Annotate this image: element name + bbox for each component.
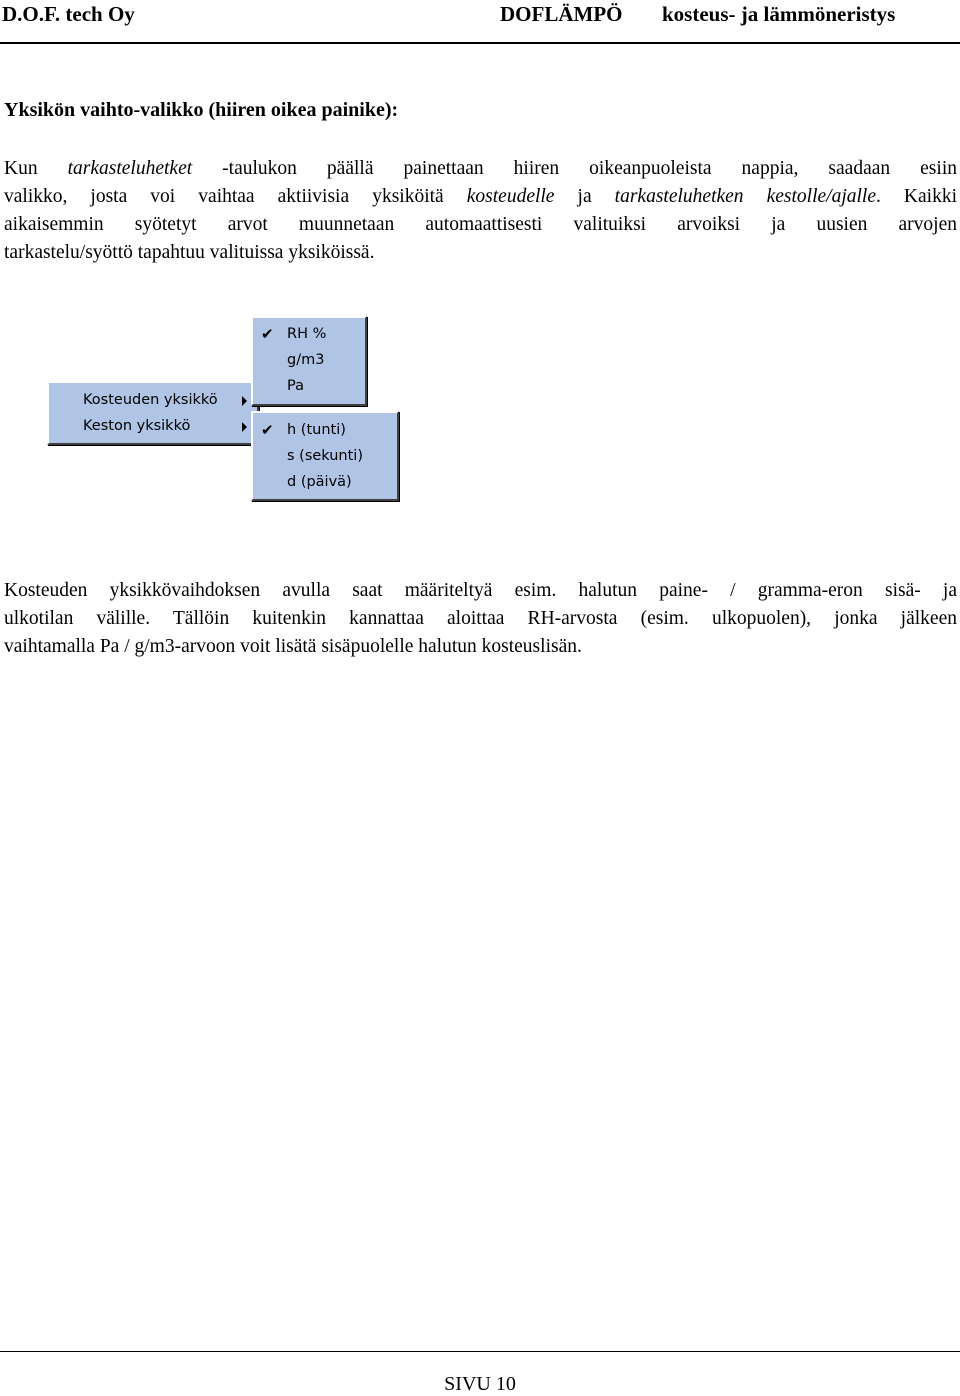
submenu-arrow-icon <box>242 422 247 432</box>
paragraph-line <box>4 155 957 183</box>
text-run: . Kaikki <box>876 186 958 207</box>
menu-item-rh-percent[interactable] <box>253 321 365 347</box>
menu-item-seconds[interactable] <box>253 443 397 469</box>
menu-item-days[interactable] <box>253 469 397 495</box>
text-run: -taulukon päällä painettaan hiiren oikeanpuoleista nappia, saadaan esiin <box>192 158 957 179</box>
menu-item-label: h (tunti) <box>287 422 346 438</box>
paragraph-line: vaihtamalla Pa / g/m3-arvoon voit lisätä sisäpuolelle halutun kosteuslisän. <box>4 636 582 657</box>
menu-item-label: d (päivä) <box>287 474 352 490</box>
footer-divider <box>0 1351 960 1352</box>
product-name: DOFLÄMPÖ <box>500 2 623 26</box>
header-subtitle: kosteus- ja lämmöneristys <box>662 2 896 26</box>
text-run: valikko, josta voi vaihtaa aktiivisia yksiköitä <box>4 186 467 207</box>
menu-item-label: Kosteuden yksikkö <box>83 392 218 408</box>
menu-item-label: Pa <box>287 378 304 394</box>
text-run: Kun <box>4 158 68 179</box>
table-name-italic: tarkasteluhetket <box>67 158 193 179</box>
submenu-arrow-icon <box>242 396 247 406</box>
text-run: ja <box>554 186 615 207</box>
menu-item-label: Keston yksikkö <box>83 418 191 434</box>
header-divider <box>0 42 960 44</box>
humidity-term-italic: kosteudelle <box>466 186 555 207</box>
menu-item-humidity-unit[interactable] <box>49 387 257 413</box>
menu-item-g-m3[interactable] <box>253 347 365 373</box>
menu-item-pa[interactable] <box>253 373 365 399</box>
section-title: Yksikön vaihto-valikko (hiiren oikea painike): <box>4 99 399 121</box>
unit-context-menu <box>47 381 259 445</box>
humidity-unit-paragraph <box>4 577 957 661</box>
paragraph-line: aikaisemmin syötetyt arvot muunnetaan automaattisesti valituiksi arvoiksi ja uusien arvojen <box>4 214 957 235</box>
checkmark-icon: ✔ <box>261 325 274 343</box>
menu-item-label: RH % <box>287 326 327 342</box>
intro-paragraph <box>4 155 957 267</box>
company-name: D.O.F. tech Oy <box>2 2 135 26</box>
paragraph-line: ulkotilan välille. Tällöin kuitenkin kannattaa aloittaa RH-arvosta (esim. ulkopuolen), jonka jälkeen <box>4 608 957 629</box>
paragraph-line: Kosteuden yksikkövaihdoksen avulla saat määriteltyä esim. halutun paine- / gramma-eron sisä- ja <box>4 580 957 601</box>
menu-item-hours[interactable] <box>253 417 397 443</box>
menu-item-duration-unit[interactable] <box>49 413 257 439</box>
page-number: SIVU 10 <box>444 1373 516 1395</box>
menu-item-label: s (sekunti) <box>287 448 363 464</box>
checkmark-icon: ✔ <box>261 421 274 439</box>
paragraph-line <box>4 183 957 211</box>
humidity-unit-submenu <box>251 316 367 406</box>
paragraph-line: tarkastelu/syöttö tapahtuu valituissa yksiköissä. <box>4 242 375 263</box>
duration-term-italic: tarkasteluhetken kestolle/ajalle <box>614 186 876 207</box>
duration-unit-submenu <box>251 411 399 501</box>
menu-item-label: g/m3 <box>287 352 325 368</box>
